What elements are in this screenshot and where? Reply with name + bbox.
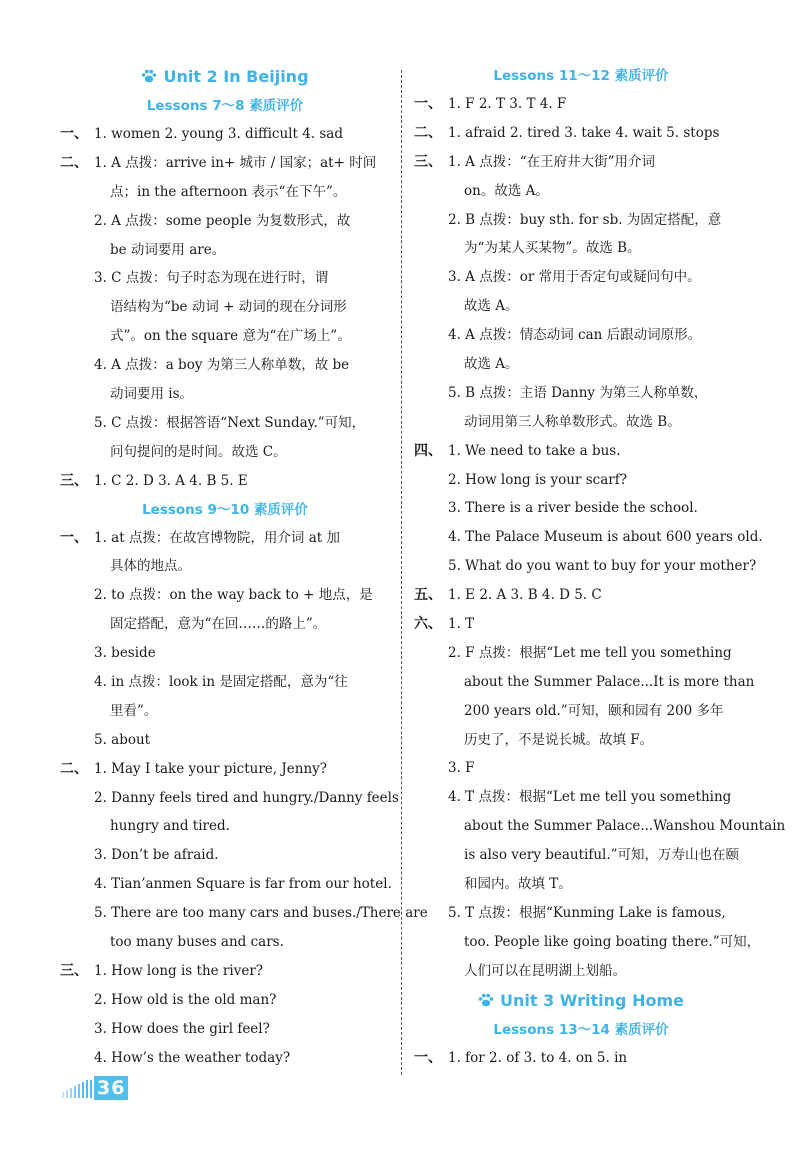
answer-line: 5. B 点拨：主语 Danny 为第三人称单数， — [448, 384, 708, 401]
answer-line: 式”。on the square 意为“在广场上”。 — [110, 328, 351, 345]
answer-line: 5. There are too many cars and buses./There are — [94, 905, 428, 922]
answer-text: 1. How long is the river? — [94, 962, 264, 979]
answer-line — [414, 119, 748, 148]
answer-line: 和园内。故填 T。 — [464, 876, 572, 893]
page-number-badge — [62, 1076, 132, 1100]
section-number: 五、 — [414, 587, 442, 604]
answer-line: 动词要用 is。 — [110, 386, 194, 403]
answer-line: on。故选 A。 — [464, 182, 549, 199]
answer-line — [414, 610, 748, 639]
unit-3-heading — [414, 986, 748, 1016]
answer-line: 2. Danny feels tired and hungry./Danny feels — [94, 789, 399, 806]
answer-line: 故选 A。 — [464, 298, 519, 315]
answer-line: 3. beside — [94, 645, 156, 662]
answer-line: 4. A 点拨：情态动词 can 后跟动词原形。 — [448, 327, 702, 344]
lessons-9-10-heading: Lessons 9～10 素质评价 — [142, 501, 308, 518]
paw-icon — [141, 69, 157, 83]
answer-text: 1. women 2. young 3. difficult 4. sad — [94, 126, 343, 142]
answer-line — [414, 148, 748, 177]
answer-line: 3. How does the girl feel? — [94, 1020, 270, 1037]
answer-line: 3. F — [448, 760, 475, 777]
answer-line: 为“为某人买某物”。故选 B。 — [464, 240, 641, 257]
answer-line: 3. There is a river beside the school. — [448, 500, 698, 517]
answer-line: 5. C 点拨：根据答语“Next Sunday.”可知， — [94, 414, 366, 431]
answer-text: 1. for 2. of 3. to 4. on 5. in — [448, 1049, 628, 1066]
answer-line — [414, 437, 748, 466]
answer-line: 固定搭配，意为“在回……的路上”。 — [110, 616, 327, 633]
answer-text: 1. A 点拨：“在王府井大街”用介词 — [448, 153, 656, 170]
answer-text: 1. T — [448, 616, 475, 633]
answer-line: 3. C 点拨：句子时态为现在进行时，谓 — [94, 270, 329, 287]
answer-line — [414, 90, 748, 119]
section-number: 四、 — [414, 442, 442, 459]
answer-line: 具体的地点。 — [110, 558, 191, 575]
answer-text: 1. We need to take a bus. — [448, 442, 621, 459]
unit-3-title: Unit 3 Writing Home — [500, 990, 684, 1010]
answer-line: about the Summer Palace...It is more than — [464, 673, 755, 690]
answer-line: 点；in the afternoon 表示“在下午”。 — [110, 183, 347, 200]
answer-text: 1. C 2. D 3. A 4. B 5. E — [94, 472, 248, 489]
answer-line: 2. How long is your scarf? — [448, 471, 627, 488]
answer-line: 2. F 点拨：根据“Let me tell you something — [448, 644, 732, 661]
answer-line: 2. How old is the old man? — [94, 991, 277, 1008]
answer-line — [414, 581, 748, 610]
answer-line: 人们可以在昆明湖上划船。 — [464, 962, 626, 979]
answer-line: 3. A 点拨：or 常用于否定句或疑问句中。 — [448, 269, 701, 286]
section-number: 二、 — [60, 154, 88, 171]
answer-line — [60, 524, 390, 553]
answer-line: 故选 A。 — [464, 356, 519, 373]
page-number: 36 — [94, 1076, 128, 1100]
answer-line: 4. How’s the weather today? — [94, 1049, 291, 1066]
answer-line: 5. about — [94, 731, 151, 748]
answer-text: 1. F 2. T 3. T 4. F — [448, 96, 567, 112]
section-number: 一、 — [60, 126, 88, 142]
lessons-7-8-heading: Lessons 7～8 素质评价 — [146, 98, 304, 114]
answer-line: 历史了，不是说长城。故填 F。 — [464, 731, 654, 748]
paw-icon — [478, 993, 494, 1007]
answer-line: 2. A 点拨：some people 为复数形式，故 — [94, 212, 351, 229]
unit-2-title: Unit 2 In Beijing — [163, 67, 309, 86]
answer-line: about the Summer Palace...Wanshou Mountain — [464, 818, 786, 835]
answer-line: hungry and tired. — [110, 818, 230, 835]
section-number: 三、 — [60, 962, 88, 979]
right-column — [414, 62, 786, 1073]
answer-line — [60, 755, 390, 784]
answer-line — [60, 957, 390, 986]
answer-text: 1. afraid 2. tired 3. take 4. wait 5. stops — [448, 124, 720, 141]
answer-text: 1. A 点拨：arrive in+ 城市 / 国家；at+ 时间 — [94, 154, 377, 171]
answer-line: 4. A 点拨：a boy 为第三人称单数，故 be — [94, 357, 350, 374]
answer-line: 5. What do you want to buy for your mother? — [448, 558, 757, 575]
answer-line: 4. Tian’anmen Square is far from our hotel. — [94, 876, 392, 893]
answer-line: is also very beautiful.”可知，万寿山也在颐 — [464, 847, 740, 864]
answer-line — [60, 467, 390, 496]
answer-line: 4. in 点拨：look in 是固定搭配，意为“往 — [94, 674, 348, 691]
answer-line: 语结构为“be 动词 + 动词的现在分词形 — [110, 299, 347, 316]
section-number: 三、 — [60, 472, 88, 489]
answer-line: 2. to 点拨：on the way back to + 地点，是 — [94, 587, 373, 604]
page-stripes-decoration — [62, 1080, 96, 1098]
answer-line: 4. The Palace Museum is about 600 years old. — [448, 529, 763, 546]
section-number: 二、 — [60, 760, 88, 777]
answer-line: 里看”。 — [110, 702, 158, 719]
section-number: 二、 — [414, 124, 442, 141]
answer-text: 1. at 点拨：在故宫博物院，用介词 at 加 — [94, 529, 340, 546]
answer-line — [60, 120, 390, 149]
answer-line: 5. T 点拨：根据“Kunming Lake is famous, — [448, 904, 726, 921]
answer-line: too many buses and cars. — [110, 934, 284, 951]
answer-text: 1. E 2. A 3. B 4. D 5. C — [448, 587, 602, 604]
answer-line: be 动词要用 are。 — [110, 241, 226, 258]
section-number: 一、 — [414, 96, 442, 112]
lessons-13-14-heading: Lessons 13～14 素质评价 — [493, 1021, 669, 1038]
section-number: 六、 — [414, 616, 442, 633]
answer-line: too. People like going boating there.”可知， — [464, 933, 761, 950]
answer-line — [414, 1044, 748, 1073]
section-number: 一、 — [414, 1049, 442, 1066]
answer-line — [60, 149, 390, 178]
lessons-11-12-heading: Lessons 11～12 素质评价 — [493, 68, 669, 84]
answer-line: 200 years old.”可知，颐和园有 200 多年 — [464, 702, 724, 719]
section-number: 一、 — [60, 529, 88, 546]
unit-2-heading — [60, 62, 390, 92]
section-number: 三、 — [414, 153, 442, 170]
answer-line: 3. Don’t be afraid. — [94, 847, 219, 864]
left-column — [60, 62, 428, 1073]
answer-line: 问句提问的是时间。故选 C。 — [110, 443, 287, 460]
answer-line: 4. T 点拨：根据“Let me tell you something — [448, 789, 732, 806]
answer-text: 1. May I take your picture, Jenny? — [94, 760, 328, 777]
answer-line: 2. B 点拨：buy sth. for sb. 为固定搭配，意 — [448, 211, 722, 228]
answer-line: 动词用第三人称单数形式。故选 B。 — [464, 413, 681, 430]
